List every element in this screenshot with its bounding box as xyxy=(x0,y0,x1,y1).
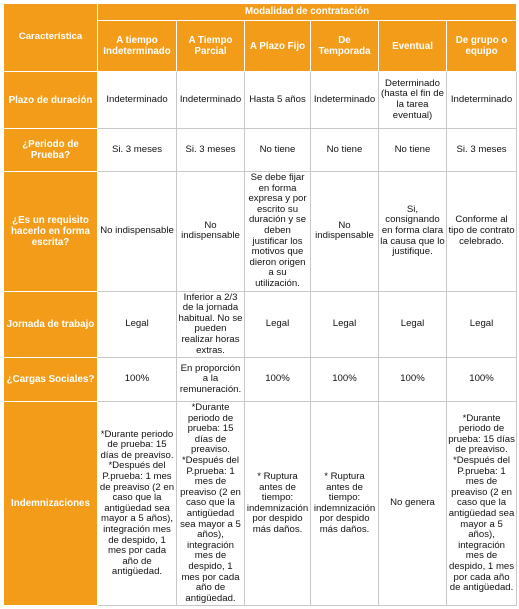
table-cell: Indeterminado xyxy=(311,72,379,129)
table-cell: Determinado (hasta el fin de la tarea eventual) xyxy=(379,72,447,129)
table-cell: 100% xyxy=(311,358,379,402)
table-cell: Legal xyxy=(379,291,447,358)
row-label-plazo: Plazo de duración xyxy=(4,72,98,129)
corner-header: Característica xyxy=(4,4,98,72)
table-cell: 100% xyxy=(245,358,311,402)
table-row xyxy=(4,402,517,606)
table-cell: Legal xyxy=(245,291,311,358)
table-cell: * Ruptura antes de tiempo: indemnización por despido más daños. xyxy=(245,402,311,606)
table-cell: * Ruptura antes de tiempo: indemnización por despido más daños. xyxy=(311,402,379,606)
table-cell: No indispensable xyxy=(177,172,245,292)
table-cell: Indeterminado xyxy=(98,72,177,129)
table-cell: Legal xyxy=(447,291,517,358)
modality-group-header: Modalidad de contratación xyxy=(98,4,517,21)
table-cell: Legal xyxy=(311,291,379,358)
table-cell: *Durante periodo de prueba: 15 días de preaviso. *Después del P.prueba: 1 mes de preaviso (2 en caso que la antigüedad sea mayor a 5 años), integración mes de despido, 1 mes por cada año de antigüedad. xyxy=(98,402,177,606)
table-cell: *Durante periodo de prueba: 15 días de preaviso. *Después del P.prueba: 1 mes de preaviso (2 en caso que la antigüedad sea mayor a 5 años), integración mes de despido, 1 mes por cada año de antigüedad. xyxy=(447,402,517,606)
table-row xyxy=(4,72,517,129)
row-label-periodo-prueba: ¿Periodo de Prueba? xyxy=(4,129,98,172)
table-cell: En proporción a la remuneración. xyxy=(177,358,245,402)
table-cell: 100% xyxy=(98,358,177,402)
table-cell: Si. 3 meses xyxy=(177,129,245,172)
table-cell: No tiene xyxy=(379,129,447,172)
table-cell: 100% xyxy=(379,358,447,402)
table-row xyxy=(4,291,517,358)
table-cell: No tiene xyxy=(311,129,379,172)
table-cell: Indeterminado xyxy=(447,72,517,129)
table-cell: Si. 3 meses xyxy=(447,129,517,172)
column-header-plazo-fijo: A Plazo Fijo xyxy=(245,21,311,72)
contract-comparison-table xyxy=(3,3,517,606)
row-label-requisito-escrito: ¿Es un requisito hacerlo en forma escrita? xyxy=(4,172,98,292)
table-cell: Hasta 5 años xyxy=(245,72,311,129)
column-header-eventual: Eventual xyxy=(379,21,447,72)
table-cell: Si. 3 meses xyxy=(98,129,177,172)
table-cell: *Durante periodo de prueba: 15 días de preaviso. *Después del P.prueba: 1 mes de preaviso (2 en caso que la antigüedad sea mayor a 5 años), integración mes de despido, 1 mes por cada año de antigüedad. xyxy=(177,402,245,606)
table-row xyxy=(4,129,517,172)
table-cell: No genera xyxy=(379,402,447,606)
column-header-indeterminado: A tiempo Indeterminado xyxy=(98,21,177,72)
table-cell: No indispensable xyxy=(311,172,379,292)
row-label-cargas-sociales: ¿Cargas Sociales? xyxy=(4,358,98,402)
row-label-indemnizaciones: Indemnizaciones xyxy=(4,402,98,606)
table-cell: Se debe fijar en forma expresa y por escrito su duración y se deben justificar los motivos que dieron origen a su utilización. xyxy=(245,172,311,292)
table-cell: No tiene xyxy=(245,129,311,172)
table-cell: Inferior a 2/3 de la jornada habitual. No se pueden realizar horas extras. xyxy=(177,291,245,358)
table-row xyxy=(4,358,517,402)
table-cell: Indeterminado xyxy=(177,72,245,129)
table-cell: Si, consignando en forma clara la causa que lo justifique. xyxy=(379,172,447,292)
table-cell: No indispensable xyxy=(98,172,177,292)
table-cell: Legal xyxy=(98,291,177,358)
table-cell: Conforme al tipo de contrato celebrado. xyxy=(447,172,517,292)
table-cell: 100% xyxy=(447,358,517,402)
table-row xyxy=(4,172,517,292)
column-header-temporada: De Temporada xyxy=(311,21,379,72)
column-header-grupo: De grupo o equipo xyxy=(447,21,517,72)
column-header-tiempo-parcial: A Tiempo Parcial xyxy=(177,21,245,72)
row-label-jornada: Jornada de trabajo xyxy=(4,291,98,358)
